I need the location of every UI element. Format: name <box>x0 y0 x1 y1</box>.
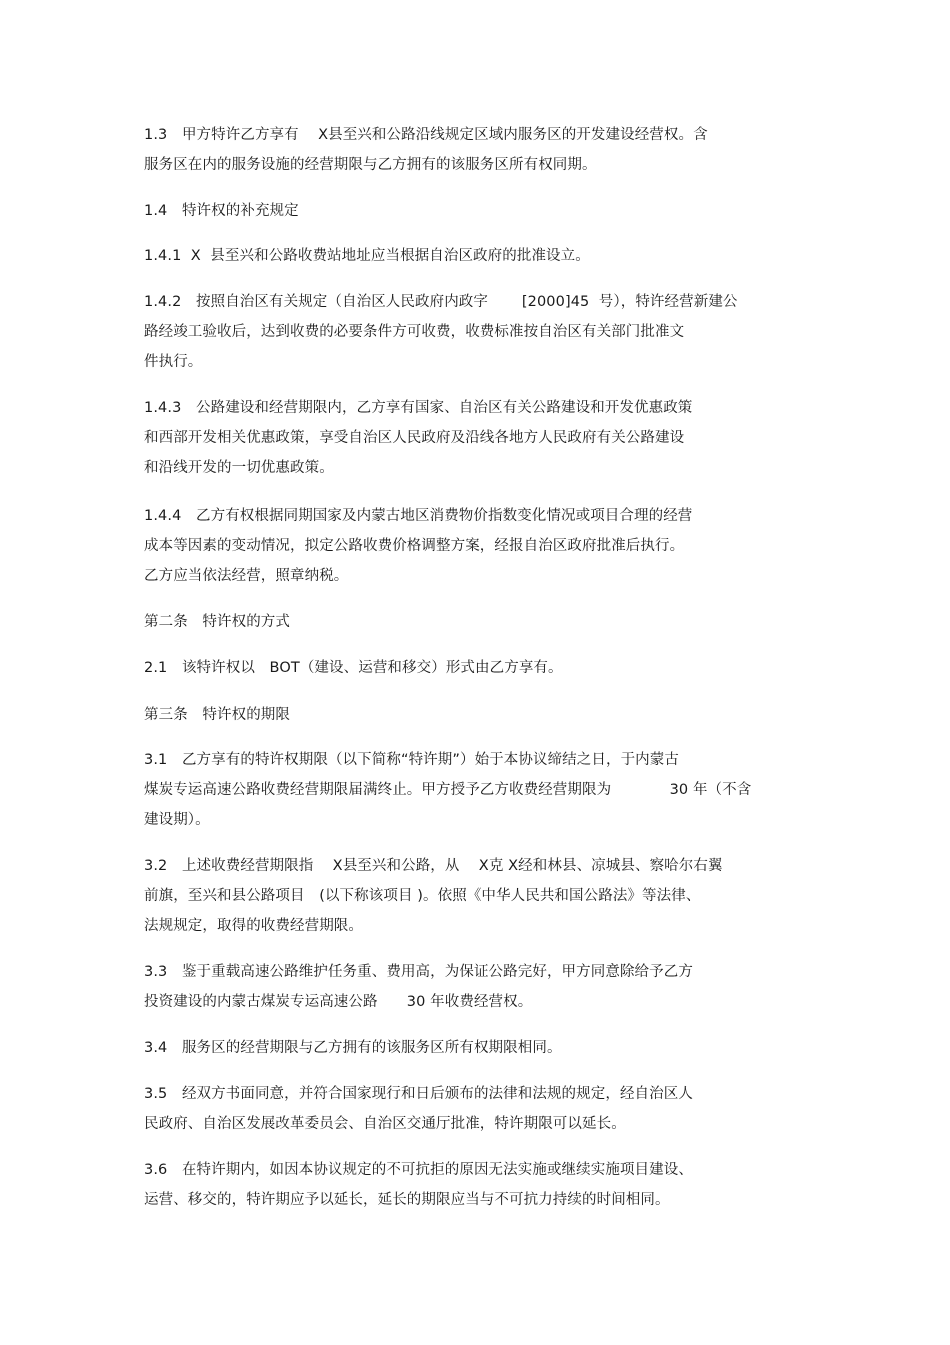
clause-1-4-1: 1.4.1 X 县至兴和公路收费站地址应当根据自治区政府的批准设立。 <box>144 248 590 264</box>
clause-3-2-line-1: 3.2 上述收费经营期限指 X县至兴和公路，从 X克 X经和林县、凉城县、察哈尔右翼 <box>144 858 723 874</box>
clause-3-1-line-1: 3.1 乙方享有的特许权期限（以下简称“特许期”）始于本协议缔结之日，于内蒙古 <box>144 752 679 768</box>
clause-1-4-4-line-1: 1.4.4 乙方有权根据同期国家及内蒙古地区消费物价指数变化情况或项目合理的经营 <box>144 508 693 524</box>
article-3-heading: 第三条 特许权的期限 <box>144 707 290 723</box>
clause-3-2-line-2: 前旗，至兴和县公路项目 (以下称该项目 )。依照《中华人民共和国公路法》等法律、 <box>144 888 701 904</box>
clause-1-4-4-line-3: 乙方应当依法经营，照章纳税。 <box>144 568 349 584</box>
clause-3-4: 3.4 服务区的经营期限与乙方拥有的该服务区所有权期限相同。 <box>144 1040 562 1056</box>
clause-3-6-line-1: 3.6 在特许期内，如因本协议规定的不可抗拒的原因无法实施或继续实施项目建设、 <box>144 1162 693 1178</box>
clause-3-3-line-1: 3.3 鉴于重载高速公路维护任务重、费用高，为保证公路完好，甲方同意除给予乙方 <box>144 964 693 980</box>
clause-1-4-heading: 1.4 特许权的补充规定 <box>144 203 299 219</box>
clause-1-4-4-line-2: 成本等因素的变动情况，拟定公路收费价格调整方案，经报自治区政府批准后执行。 <box>144 538 685 554</box>
article-2-heading: 第二条 特许权的方式 <box>144 614 290 630</box>
clause-1-4-2-line-2: 路经竣工验收后，达到收费的必要条件方可收费，收费标准按自治区有关部门批准文 <box>144 324 685 340</box>
clause-1-4-3-line-3: 和沿线开发的一切优惠政策。 <box>144 460 334 476</box>
clause-3-5-line-2: 民政府、自治区发展改革委员会、自治区交通厅批准，特许期限可以延长。 <box>144 1116 626 1132</box>
clause-3-6-line-2: 运营、移交的，特许期应予以延长，延长的期限应当与不可抗力持续的时间相同。 <box>144 1192 670 1208</box>
clause-1-4-2-line-1: 1.4.2 按照自治区有关规定（自治区人民政府内政字 [2000]45 号），特许经营新建公 <box>144 294 738 310</box>
clause-1-4-3-line-2: 和西部开发相关优惠政策，享受自治区人民政府及沿线各地方人民政府有关公路建设 <box>144 430 685 446</box>
clause-3-5-line-1: 3.5 经双方书面同意，并符合国家现行和日后颁布的法律和法规的规定，经自治区人 <box>144 1086 693 1102</box>
clause-1-4-3-line-1: 1.4.3 公路建设和经营期限内，乙方享有国家、自治区有关公路建设和开发优惠政策 <box>144 400 693 416</box>
clause-1-3-line-1: 1.3 甲方特许乙方享有 X县至兴和公路沿线规定区域内服务区的开发建设经营权。含 <box>144 127 708 143</box>
clause-1-4-2-line-3: 件执行。 <box>144 354 203 370</box>
clause-1-3-line-2: 服务区在内的服务设施的经营期限与乙方拥有的该服务区所有权同期。 <box>144 157 597 173</box>
clause-3-3-line-2: 投资建设的内蒙古煤炭专运高速公路 30 年收费经营权。 <box>144 994 533 1010</box>
clause-2-1: 2.1 该特许权以 BOT（建设、运营和移交）形式由乙方享有。 <box>144 660 563 676</box>
clause-3-2-line-3: 法规规定，取得的收费经营期限。 <box>144 918 363 934</box>
clause-3-1-line-2: 煤炭专运高速公路收费经营期限届满终止。甲方授予乙方收费经营期限为 30 年（不含 <box>144 782 752 798</box>
clause-3-1-line-3: 建设期）。 <box>144 812 210 828</box>
